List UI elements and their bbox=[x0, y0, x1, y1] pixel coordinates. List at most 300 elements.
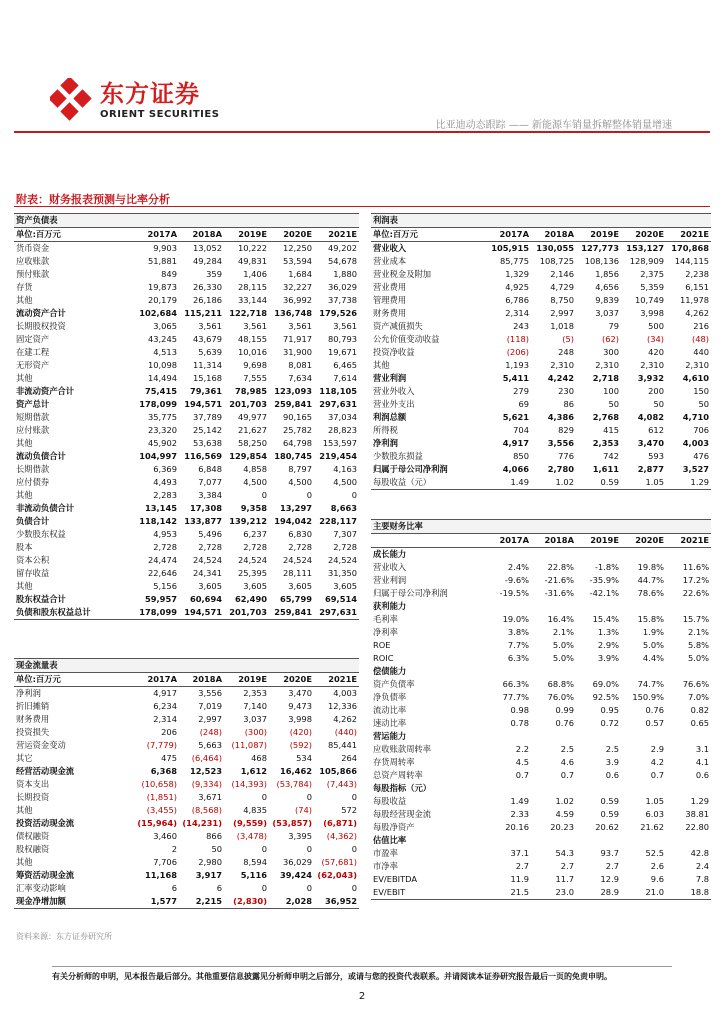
value-cell bbox=[531, 730, 576, 743]
table-row bbox=[371, 847, 711, 860]
value-cell: 4.6 bbox=[560, 757, 574, 767]
value-cell: 0.72 bbox=[600, 718, 619, 728]
value-cell: 2.33 bbox=[510, 809, 529, 819]
row-label: 营业收入 bbox=[373, 562, 407, 572]
row-label: 归属于母公司净利润 bbox=[373, 464, 448, 474]
value-cell: 475 bbox=[161, 753, 177, 763]
value-cell: 3.9% bbox=[597, 653, 619, 663]
value-cell bbox=[666, 782, 711, 795]
value-cell: 4,917 bbox=[502, 438, 529, 448]
value-cell: 3,556 bbox=[547, 438, 574, 448]
value-cell: 50 bbox=[653, 399, 664, 409]
value-cell: 2.4% bbox=[507, 562, 529, 572]
value-cell: 4.59 bbox=[555, 809, 574, 819]
value-cell: 50 bbox=[608, 399, 619, 409]
value-cell: 12.9 bbox=[600, 874, 619, 884]
value-cell: 150 bbox=[693, 386, 710, 396]
year-header: 2020E bbox=[621, 534, 666, 548]
value-cell: 48,155 bbox=[237, 334, 267, 344]
row-label: 其它 bbox=[16, 753, 33, 763]
value-cell: 4,500 bbox=[333, 477, 358, 487]
value-cell: 8,081 bbox=[288, 360, 312, 370]
value-cell: 49,977 bbox=[237, 412, 267, 422]
financial-ratios-table bbox=[371, 519, 711, 900]
row-label: 财务费用 bbox=[16, 714, 50, 724]
value-cell: 0 bbox=[351, 883, 358, 893]
value-cell: 3,932 bbox=[637, 373, 664, 383]
value-cell: 0.59 bbox=[600, 796, 619, 806]
value-cell: 6,368 bbox=[150, 766, 177, 776]
value-cell: 12,336 bbox=[328, 701, 358, 711]
value-cell: 51,881 bbox=[147, 256, 177, 266]
value-cell: 150.9% bbox=[632, 692, 664, 702]
table-row bbox=[14, 869, 359, 882]
row-label: 存货 bbox=[16, 282, 33, 292]
value-cell: 259,841 bbox=[269, 606, 314, 620]
value-cell: 12,250 bbox=[282, 243, 312, 253]
value-cell: 178,099 bbox=[134, 606, 179, 620]
value-cell: -42.1% bbox=[589, 588, 619, 598]
value-cell: 3,470 bbox=[637, 438, 664, 448]
value-cell: (8,568) bbox=[191, 805, 222, 815]
row-label: 净利润 bbox=[16, 688, 41, 698]
value-cell: 130,055 bbox=[536, 243, 574, 253]
value-cell bbox=[486, 665, 531, 678]
value-cell: 49,284 bbox=[192, 256, 222, 266]
year-header: 2020E bbox=[269, 673, 314, 687]
value-cell: 36,029 bbox=[328, 282, 358, 292]
value-cell: (10,658) bbox=[141, 779, 177, 789]
value-cell: 0 bbox=[261, 490, 267, 500]
value-cell: 7.0% bbox=[687, 692, 710, 702]
value-cell: 53,638 bbox=[192, 438, 222, 448]
row-label: ROE bbox=[373, 640, 391, 650]
value-cell: 36,029 bbox=[282, 857, 312, 867]
value-cell bbox=[531, 665, 576, 678]
value-cell: 4,003 bbox=[682, 438, 710, 448]
row-label: 筹资活动现金流 bbox=[16, 870, 75, 880]
value-cell bbox=[486, 730, 531, 743]
value-cell: 476 bbox=[693, 451, 710, 461]
year-header: 2021E bbox=[314, 673, 359, 687]
value-cell: (5) bbox=[562, 334, 574, 344]
value-cell: 8,797 bbox=[288, 464, 312, 474]
value-cell: 105,915 bbox=[491, 243, 529, 253]
value-cell: 5.0% bbox=[687, 653, 710, 663]
value-cell: 1,611 bbox=[592, 464, 619, 474]
value-cell: 36,952 bbox=[314, 895, 359, 909]
table-row bbox=[371, 639, 711, 652]
value-cell: 243 bbox=[513, 321, 529, 331]
category-row bbox=[371, 548, 711, 562]
value-cell: 8,663 bbox=[330, 503, 358, 513]
table-row bbox=[14, 320, 359, 333]
value-cell: 85,441 bbox=[328, 740, 358, 750]
value-cell: 18.8 bbox=[666, 886, 711, 900]
row-label: 利润总额 bbox=[373, 412, 407, 422]
value-cell: (7,443) bbox=[326, 779, 358, 789]
table-row bbox=[371, 424, 711, 437]
value-cell: 3,065 bbox=[153, 321, 177, 331]
value-cell: 7,634 bbox=[288, 373, 312, 383]
value-cell: 2,146 bbox=[550, 269, 574, 279]
row-label: 其他 bbox=[16, 857, 33, 867]
value-cell: 9.6 bbox=[650, 874, 664, 884]
value-cell: 60,694 bbox=[189, 594, 222, 604]
row-label: 净利率 bbox=[373, 627, 398, 637]
value-cell: 24,524 bbox=[237, 555, 267, 565]
value-cell: 230 bbox=[558, 386, 574, 396]
value-cell: 2,310 bbox=[550, 360, 574, 370]
value-cell: 11.9 bbox=[510, 874, 529, 884]
value-cell: 534 bbox=[296, 753, 312, 763]
table-title-row bbox=[14, 659, 359, 673]
value-cell: 4,500 bbox=[243, 477, 267, 487]
value-cell: 15.4% bbox=[592, 614, 619, 624]
value-cell: 3,460 bbox=[153, 831, 177, 841]
value-cell: 4,835 bbox=[243, 805, 267, 815]
value-cell: 0.82 bbox=[690, 705, 710, 715]
table-row bbox=[371, 808, 711, 821]
value-cell bbox=[576, 600, 621, 613]
value-cell: 19,671 bbox=[328, 347, 358, 357]
table-row bbox=[371, 756, 711, 769]
value-cell: 7,140 bbox=[243, 701, 267, 711]
table-row bbox=[371, 307, 711, 320]
value-cell: 76.0% bbox=[547, 692, 574, 702]
value-cell: (9,559) bbox=[233, 818, 267, 828]
value-cell: 1,193 bbox=[505, 360, 529, 370]
value-cell: (592) bbox=[289, 740, 312, 750]
value-cell: 22.8% bbox=[547, 562, 574, 572]
row-label: 公允价值变动收益 bbox=[373, 334, 440, 344]
section-divider bbox=[14, 206, 710, 207]
value-cell: 13,145 bbox=[144, 503, 177, 513]
table-row bbox=[14, 752, 359, 765]
value-cell: 66.3% bbox=[502, 679, 529, 689]
category-row bbox=[371, 834, 711, 847]
value-cell: 37,034 bbox=[328, 412, 358, 422]
value-cell bbox=[531, 548, 576, 562]
value-cell: 0.95 bbox=[600, 705, 619, 715]
value-cell bbox=[666, 730, 711, 743]
table-row bbox=[371, 320, 711, 333]
category-label: 营运能力 bbox=[373, 731, 407, 741]
table-row bbox=[371, 678, 711, 691]
value-cell: 36,992 bbox=[282, 295, 312, 305]
value-cell: (62,043) bbox=[317, 870, 358, 880]
value-cell: 297,631 bbox=[319, 399, 358, 409]
row-label: 其他 bbox=[16, 295, 33, 305]
value-cell: 2,375 bbox=[640, 269, 664, 279]
row-label: 应收账款周转率 bbox=[373, 744, 432, 754]
table-row bbox=[371, 587, 711, 600]
row-label: 投资活动现金流 bbox=[16, 818, 75, 828]
value-cell: (4,362) bbox=[326, 831, 358, 841]
value-cell: -19.5% bbox=[499, 588, 529, 598]
row-label: 资产总计 bbox=[16, 399, 50, 409]
table-row bbox=[371, 652, 711, 665]
row-label: 营业利润 bbox=[373, 575, 407, 585]
value-cell: 593 bbox=[648, 451, 664, 461]
category-label: 每股指标（元） bbox=[373, 783, 432, 793]
value-cell: 52.5 bbox=[645, 848, 664, 858]
value-cell: 3,998 bbox=[288, 714, 312, 724]
footer-divider bbox=[52, 966, 672, 967]
value-cell: 1,856 bbox=[595, 269, 619, 279]
row-label: 债权融资 bbox=[16, 831, 50, 841]
row-label: 股权融资 bbox=[16, 844, 50, 854]
value-cell: 23.0 bbox=[531, 886, 576, 900]
row-label: 预付账款 bbox=[16, 269, 50, 279]
value-cell: 12,523 bbox=[189, 766, 222, 776]
row-label: 应付债券 bbox=[16, 477, 50, 487]
row-label: 资产负债率 bbox=[373, 679, 415, 689]
value-cell: 11,314 bbox=[192, 360, 222, 370]
row-label: EV/EBIT bbox=[371, 886, 486, 900]
value-cell: 9,473 bbox=[288, 701, 312, 711]
value-cell: 24,524 bbox=[192, 555, 222, 565]
value-cell: -9.6% bbox=[504, 575, 529, 585]
orient-logo-icon bbox=[50, 78, 94, 122]
value-cell: 100 bbox=[603, 386, 619, 396]
table-row bbox=[371, 268, 711, 281]
value-cell: 37,738 bbox=[328, 295, 358, 305]
table-row bbox=[14, 713, 359, 726]
value-cell: 0 bbox=[306, 490, 312, 500]
row-label: 营业费用 bbox=[373, 282, 407, 292]
value-cell: 1,018 bbox=[550, 321, 574, 331]
value-cell: -21.6% bbox=[544, 575, 574, 585]
value-cell: 5,496 bbox=[198, 529, 222, 539]
value-cell: 0.7 bbox=[560, 770, 574, 780]
value-cell: 14,494 bbox=[147, 373, 177, 383]
value-cell: 0.99 bbox=[555, 705, 574, 715]
value-cell: 2.9 bbox=[650, 744, 664, 754]
header-divider bbox=[14, 131, 710, 133]
value-cell: 9,903 bbox=[153, 243, 177, 253]
value-cell: 1.05 bbox=[645, 796, 664, 806]
value-cell: 3,556 bbox=[198, 688, 222, 698]
row-label: 净负债率 bbox=[373, 692, 407, 702]
value-cell: (53,857) bbox=[272, 818, 312, 828]
value-cell: 2,877 bbox=[637, 464, 664, 474]
value-cell: 1.02 bbox=[531, 476, 576, 490]
value-cell: 23,320 bbox=[147, 425, 177, 435]
value-cell: 39,424 bbox=[279, 870, 312, 880]
value-cell: 10,016 bbox=[237, 347, 267, 357]
row-label: 在建工程 bbox=[16, 347, 50, 357]
table-row bbox=[14, 700, 359, 713]
value-cell: 20.23 bbox=[550, 822, 574, 832]
category-label: 成长能力 bbox=[373, 549, 407, 559]
value-cell: 2,283 bbox=[153, 490, 177, 500]
value-cell: 9,698 bbox=[243, 360, 267, 370]
value-cell: 65,799 bbox=[279, 594, 312, 604]
value-cell: 19.8% bbox=[637, 562, 664, 572]
row-label: 其他 bbox=[16, 581, 33, 591]
value-cell: 264 bbox=[341, 753, 358, 763]
year-header: 2017A bbox=[134, 673, 179, 687]
value-cell: 1,329 bbox=[505, 269, 529, 279]
value-cell: 1,612 bbox=[240, 766, 267, 776]
row-label: 流动比率 bbox=[373, 705, 407, 715]
value-cell: 468 bbox=[251, 753, 267, 763]
value-cell: 4.1 bbox=[695, 757, 710, 767]
category-row bbox=[371, 600, 711, 613]
value-cell: 90,165 bbox=[282, 412, 312, 422]
value-cell: 21.0 bbox=[621, 886, 666, 900]
row-label: 固定资产 bbox=[16, 334, 50, 344]
value-cell: 54,678 bbox=[328, 256, 358, 266]
table-row bbox=[14, 333, 359, 346]
table-row bbox=[371, 860, 711, 873]
value-cell: 4.4% bbox=[642, 653, 664, 663]
value-cell: 0.65 bbox=[690, 718, 710, 728]
value-cell bbox=[486, 834, 531, 847]
table-title-row bbox=[371, 520, 711, 534]
value-cell: 9,839 bbox=[595, 295, 619, 305]
value-cell: 3,605 bbox=[198, 581, 222, 591]
brand-name-en: ORIENT SECURITIES bbox=[100, 109, 220, 120]
table-row bbox=[14, 687, 359, 701]
value-cell: 21.5 bbox=[486, 886, 531, 900]
value-cell: 415 bbox=[603, 425, 619, 435]
table-row bbox=[371, 463, 711, 476]
cash-flow-table bbox=[14, 658, 359, 909]
value-cell: 1,406 bbox=[243, 269, 267, 279]
value-cell: 420 bbox=[648, 347, 664, 357]
value-cell: 1.9% bbox=[642, 627, 664, 637]
value-cell: 9,358 bbox=[240, 503, 267, 513]
value-cell: 3,395 bbox=[288, 831, 312, 841]
value-cell: 80,793 bbox=[328, 334, 358, 344]
disclaimer-text: 有关分析师的申明，见本报告最后部分。其他重要信息披露见分析师申明之后部分，或请与您的投资代表联系。并请阅读本证券研究报告最后一页的免责申明。 bbox=[52, 972, 612, 981]
value-cell: 16,462 bbox=[279, 766, 312, 776]
table-row bbox=[371, 476, 711, 490]
value-cell: 2,353 bbox=[243, 688, 267, 698]
row-label: EV/EBITDA bbox=[373, 874, 418, 884]
row-label: 毛利率 bbox=[373, 614, 398, 624]
table-row bbox=[371, 450, 711, 463]
value-cell: 2.9% bbox=[597, 640, 619, 650]
table-row bbox=[371, 795, 711, 808]
row-label: 资本公积 bbox=[16, 555, 50, 565]
value-cell: 500 bbox=[648, 321, 664, 331]
value-cell bbox=[621, 665, 666, 678]
table-row bbox=[14, 739, 359, 752]
value-cell bbox=[531, 834, 576, 847]
value-cell: 0 bbox=[261, 883, 267, 893]
value-cell: 50 bbox=[698, 399, 710, 409]
value-cell: 4,500 bbox=[288, 477, 312, 487]
value-cell: 144,115 bbox=[674, 256, 710, 266]
row-label: 其他 bbox=[16, 490, 33, 500]
year-header: 2017A bbox=[486, 228, 531, 242]
value-cell: 28,823 bbox=[328, 425, 358, 435]
row-label: 折旧摊销 bbox=[16, 701, 50, 711]
table-row bbox=[371, 385, 711, 398]
value-cell: 1,577 bbox=[134, 895, 179, 909]
table-row bbox=[371, 242, 711, 256]
value-cell: 3,671 bbox=[198, 792, 222, 802]
year-header: 2019E bbox=[224, 673, 269, 687]
value-cell: 219,454 bbox=[319, 451, 358, 461]
value-cell: 128,909 bbox=[629, 256, 664, 266]
value-cell: 4,386 bbox=[547, 412, 574, 422]
table-title: 现金流量表 bbox=[14, 659, 359, 673]
value-cell: 5,663 bbox=[198, 740, 222, 750]
table-row bbox=[14, 726, 359, 739]
value-cell: 4,163 bbox=[333, 464, 358, 474]
value-cell: 6,237 bbox=[243, 529, 267, 539]
value-cell: 92.5% bbox=[592, 692, 619, 702]
value-cell: 0 bbox=[261, 844, 267, 854]
table-row bbox=[14, 830, 359, 843]
value-cell: (9,334) bbox=[191, 779, 222, 789]
value-cell: 0 bbox=[351, 490, 358, 500]
row-label: 营业成本 bbox=[373, 256, 407, 266]
value-cell: 4,003 bbox=[333, 688, 358, 698]
value-cell: 44.7% bbox=[637, 575, 664, 585]
brand-logo bbox=[50, 78, 220, 126]
year-header: 2019E bbox=[576, 228, 621, 242]
value-cell: (34) bbox=[646, 334, 664, 344]
table-row bbox=[14, 411, 359, 424]
table-row bbox=[371, 704, 711, 717]
table-row bbox=[14, 554, 359, 567]
value-cell: (14,231) bbox=[182, 818, 222, 828]
value-cell: 22.80 bbox=[685, 822, 710, 832]
value-cell: 13,297 bbox=[279, 503, 312, 513]
row-label: 营运资金变动 bbox=[16, 740, 66, 750]
value-cell: 2,310 bbox=[685, 360, 710, 370]
value-cell: 49,831 bbox=[237, 256, 267, 266]
category-row bbox=[371, 665, 711, 678]
value-cell: 21,627 bbox=[237, 425, 267, 435]
value-cell bbox=[486, 548, 531, 562]
row-label: 其他 bbox=[16, 805, 33, 815]
row-label: 流动资产合计 bbox=[16, 308, 66, 318]
table-row bbox=[14, 580, 359, 593]
value-cell: 200 bbox=[648, 386, 664, 396]
row-label: 总资产周转率 bbox=[373, 770, 423, 780]
value-cell: (48) bbox=[691, 334, 710, 344]
value-cell: 74.7% bbox=[637, 679, 664, 689]
value-cell: 0.78 bbox=[510, 718, 529, 728]
value-cell: 178,099 bbox=[139, 399, 177, 409]
value-cell: 4,917 bbox=[153, 688, 177, 698]
value-cell: 10,749 bbox=[634, 295, 664, 305]
table-row bbox=[14, 791, 359, 804]
value-cell: 8,594 bbox=[243, 857, 267, 867]
table-row bbox=[14, 476, 359, 489]
value-cell: 300 bbox=[603, 347, 619, 357]
value-cell: 194,042 bbox=[274, 516, 312, 526]
table-row bbox=[14, 294, 359, 307]
row-label: 营业外支出 bbox=[373, 399, 415, 409]
value-cell: 279 bbox=[513, 386, 529, 396]
value-cell: 8,750 bbox=[550, 295, 574, 305]
table-row bbox=[14, 765, 359, 778]
value-cell: 0 bbox=[306, 844, 312, 854]
value-cell: 102,684 bbox=[139, 308, 177, 318]
value-cell: 37,789 bbox=[192, 412, 222, 422]
value-cell: 4.2 bbox=[650, 757, 664, 767]
value-cell: 116,569 bbox=[184, 451, 222, 461]
table-row bbox=[14, 255, 359, 268]
value-cell: 5,621 bbox=[502, 412, 529, 422]
